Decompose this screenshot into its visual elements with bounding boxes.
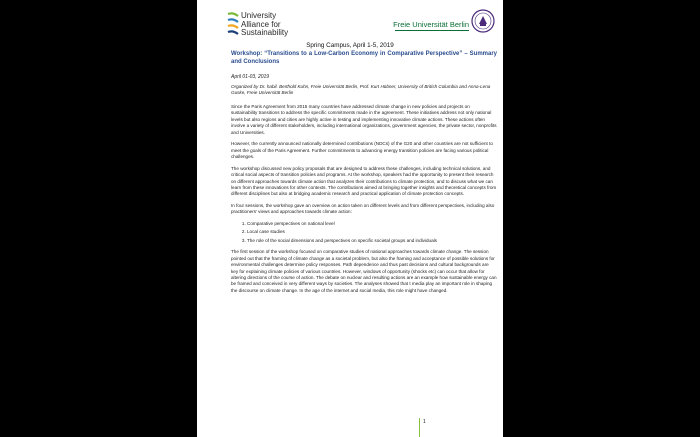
- workshop-dates: April 01-03, 2019: [231, 74, 270, 80]
- page-number: 1: [423, 419, 426, 425]
- list-item: 2. Local case studies: [247, 229, 497, 235]
- campus-heading: Spring Campus, April 1-5, 2019: [306, 42, 394, 49]
- alliance-line-3: Sustainability: [241, 28, 289, 37]
- fu-seal-icon: [471, 9, 495, 33]
- alliance-line-2: Alliance for: [241, 19, 281, 29]
- fu-berlin-name: Freie Universität Berlin: [393, 20, 469, 29]
- document-page: [197, 0, 503, 437]
- paragraph: However, the currently announced nationally determined contributions (NDCs) of the G20 and other countries are not sufficient to meet the goals of the Paris Agreement. Further commitments to advancing energy transition policies are facing various political challenges.: [231, 141, 493, 160]
- sessions-list: [231, 221, 497, 244]
- paragraph: The first session of the workshop focused on comparative studies of national approaches towards climate change. The session pointed out that the framing of climate change as a societal problem, but also the framing and acceptance of possible solutions for environmental challenges determine policy responses. Path dependence and thus past decisions and cultural backgrounds are key for explaining climate policies of various countries. However, windows of opportunity (shocks etc) can occur that allow for altering directions of the course of action. The debate on nuclear and resulting actions are an example how sustainable energy can be framed and conceived in very different ways by societies. The analyses showed that t media play an important role in shaping the discourse on climate change. In the age of the internet and social media, this role might have changed.: [231, 249, 497, 293]
- alliance-line-1: University: [241, 11, 277, 20]
- document-title: Workshop: “Transitions to a Low-Carbon Economy in Comparative Perspective” – Summary and Conclusions: [231, 51, 497, 65]
- footer-divider: [419, 418, 420, 437]
- list-item: 3. The role of the social dimensions and perspectives on specific societal groups and individuals: [247, 238, 497, 244]
- paragraph: In four sessions, the workshop gave an overview on action taken on different levels and from different perspectives, including also practitioners' views and approaches towards climate action:: [231, 202, 495, 215]
- list-item: 1. Comparative perspectives on national level: [247, 221, 497, 227]
- paragraph: Since the Paris Agreement from 2015 many countries have addressed climate change in new policies and projects on sustainability transitions to address the specific commitments made in the agreement. These initiatives address not only national levels but also regions and cities are highly active in testing and implementing innovative climate actions. These actions often involve a variety of different stakeholders, including international organizations, government agencies, the private sector, nonprofits and Universities.: [231, 104, 497, 135]
- fu-underline: [395, 30, 469, 31]
- paragraph: The workshop discussed new policy proposals that are designed to address these challenges, including technical solutions, and critical social aspects of transition policies and programs. At the workshop, speakers had the opportunity to present their research on different approaches towards climate action that analyzes their contributions to climate protection, and to discuss what we can learn from these innovations for other contexts. The contributions aimed at bringing together insights and theoretical concepts from different disciplines but also at bridging academic research and practical application of climate protection concepts.: [231, 165, 497, 197]
- alliance-swoosh-icon: [227, 11, 239, 37]
- organizers: Organized by Dr. habil. Berthold Kuhn, Freie Universität Berlin, Prof. Kurt Hübner, University of British Columbia and Anna-Lena Guske, Freie Universität Berlin: [231, 84, 491, 96]
- document-body: [231, 104, 497, 299]
- alliance-logo-text: [241, 12, 288, 38]
